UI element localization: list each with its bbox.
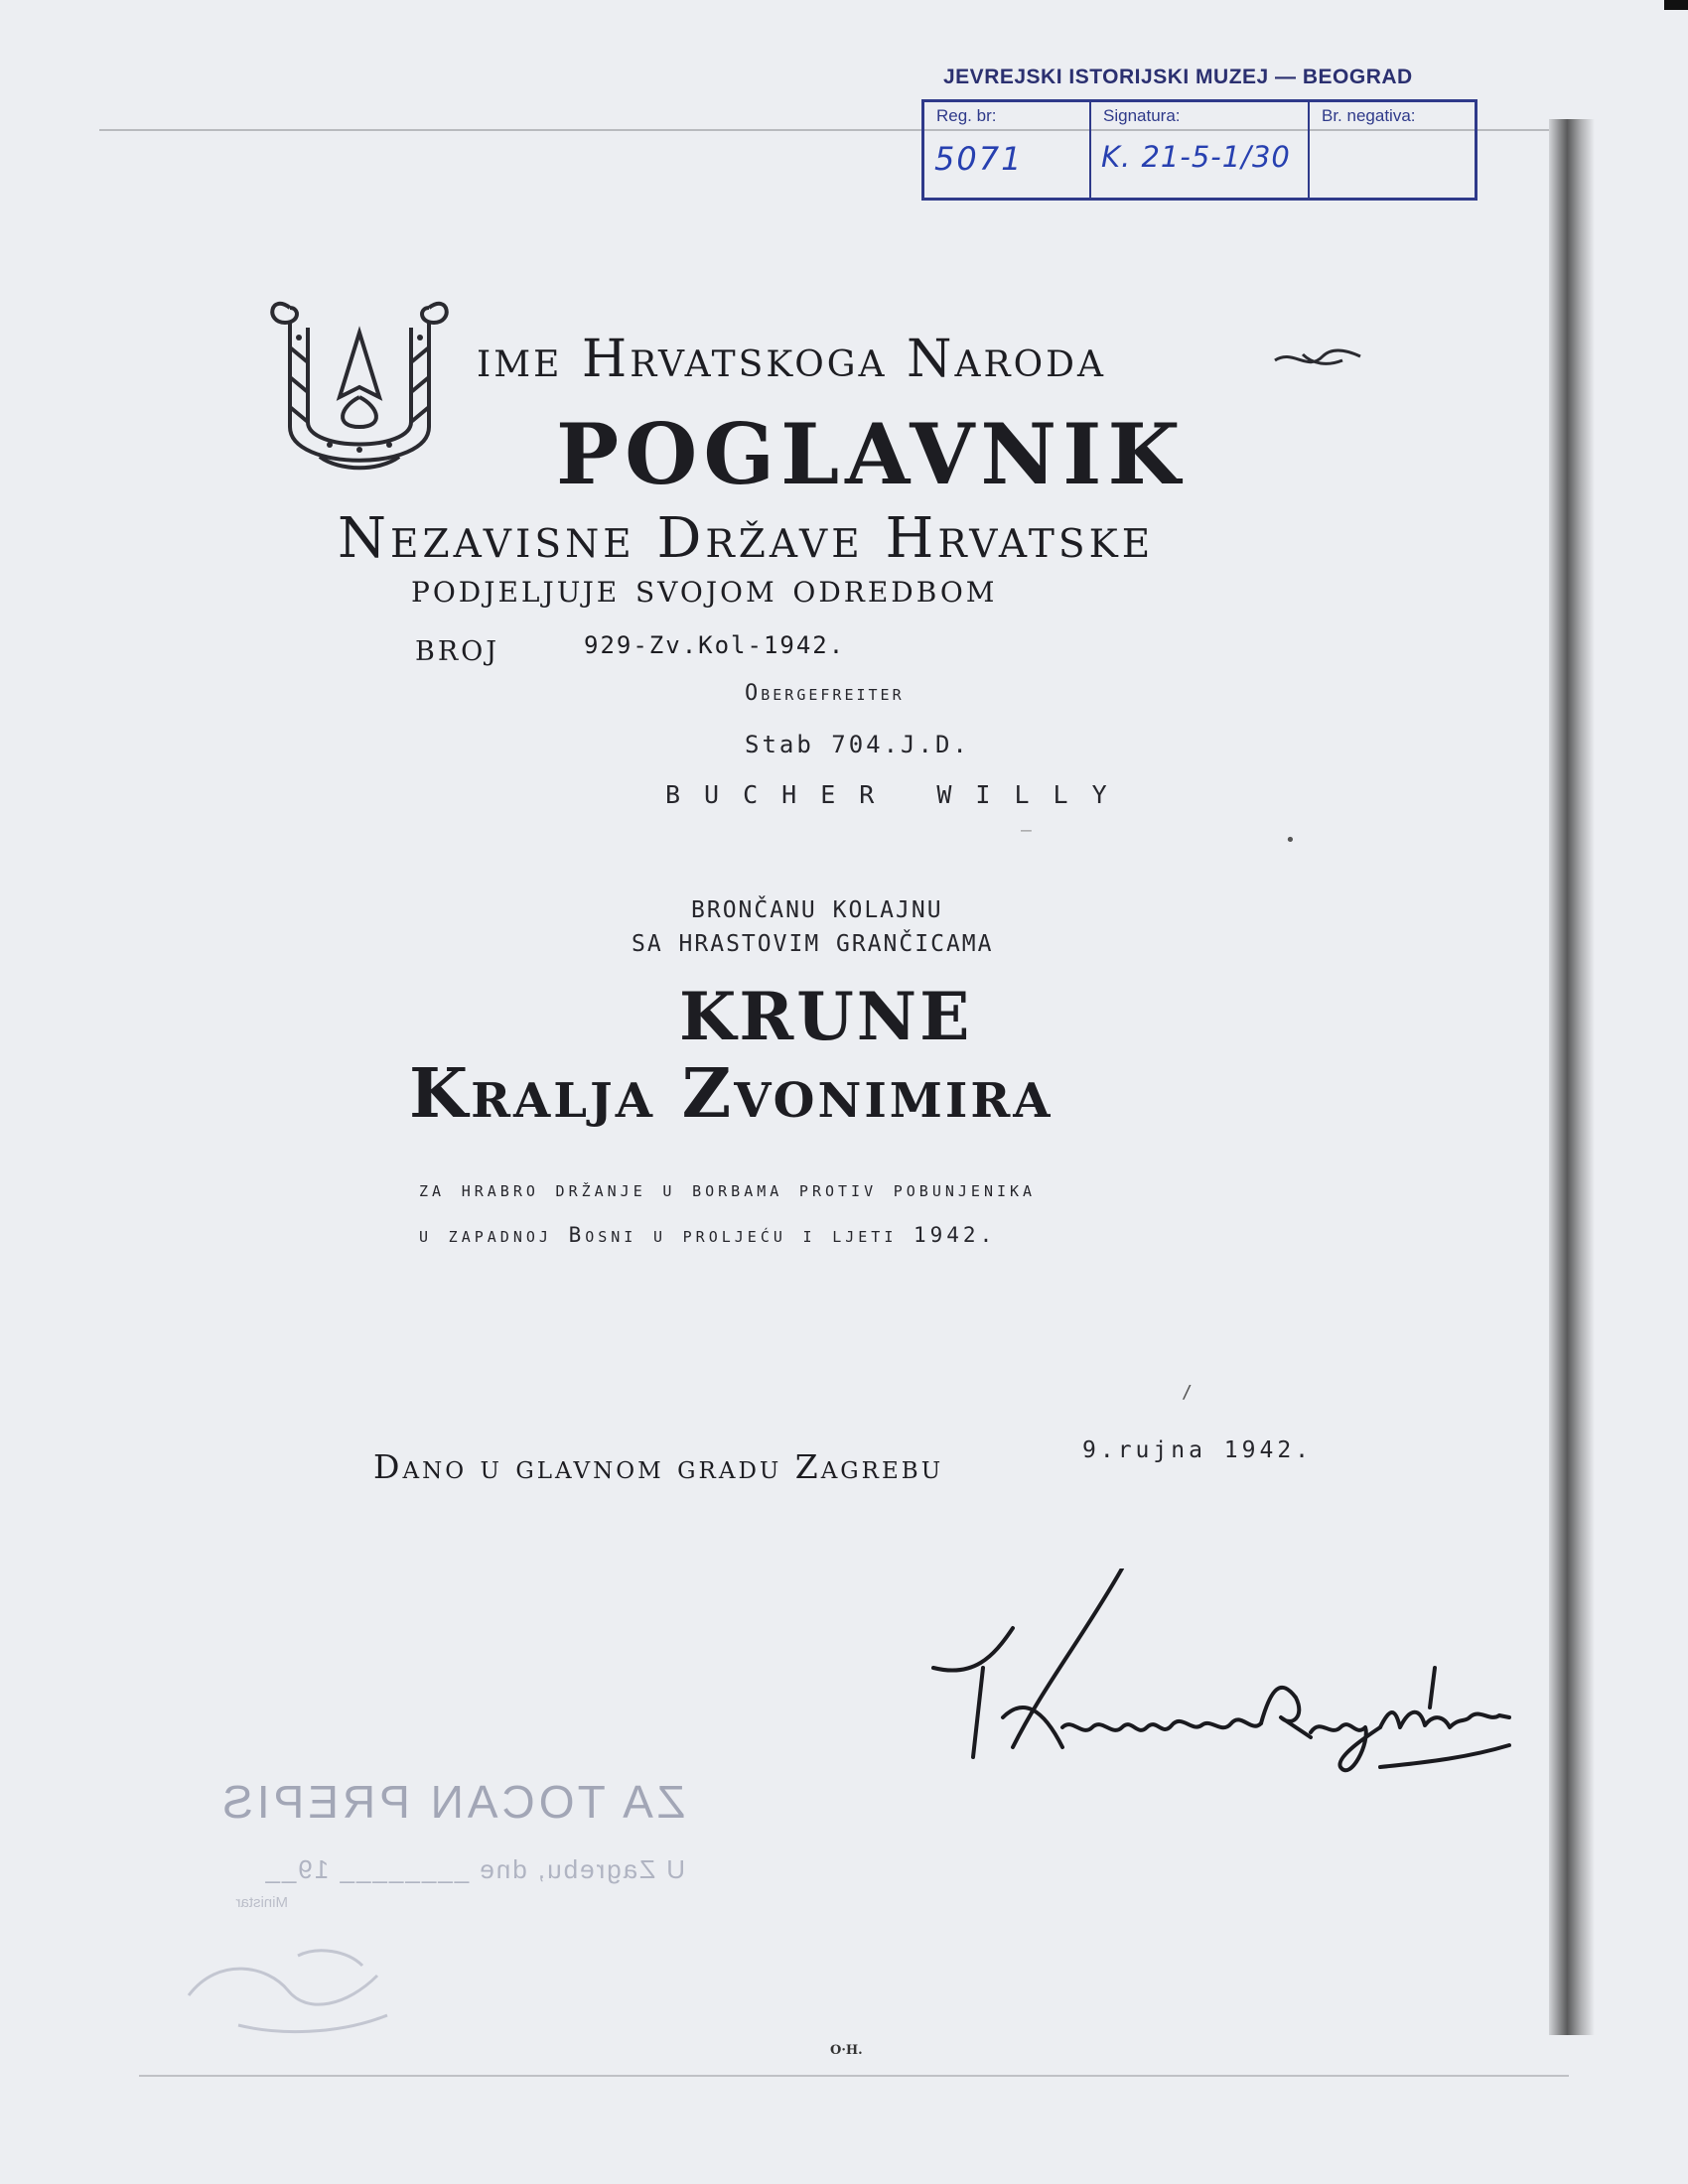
stamp-reg-label: Reg. br:	[936, 106, 997, 125]
stamp-signatura-cell	[1091, 102, 1310, 198]
ghost-stamp-line-1: ZA TOCAN PREPIS	[218, 1776, 685, 1828]
ink-dash: –	[1021, 820, 1032, 841]
award-line-1: BRONČANU KOLAJNU	[691, 897, 943, 923]
reason-line-1: za hrabro držanje u borbama protiv pobunjenika	[419, 1177, 1037, 1201]
header-ndh-line: Nezavisne Države Hrvatske	[338, 506, 1155, 571]
scan-shadow-right	[1549, 119, 1595, 2035]
issued-place: Dano u glavnom gradu Zagrebu	[373, 1447, 944, 1486]
header-broj-value: 929-Zv.Kol-1942.	[584, 631, 846, 659]
initial-u-ornament-icon	[260, 288, 459, 486]
recipient-rank: Obergefreiter	[745, 681, 905, 706]
stamp-signatura-label: Signatura:	[1103, 106, 1181, 125]
stamp-reg-cell	[924, 102, 1091, 198]
stamp-reg-value: 5071	[934, 140, 1024, 178]
footer-mark: O·H.	[830, 2043, 863, 2058]
header-broj-label: broj	[415, 625, 500, 669]
archive-stamp-title: JEVREJSKI ISTORIJSKI MUZEJ — BEOGRAD	[943, 66, 1413, 88]
header-podjeljuje-line: podjeljuje svojom odredbom	[411, 566, 998, 612]
issued-date: 9.rujna 1942.	[1082, 1437, 1314, 1463]
award-line-2: SA HRASTOVIM GRANČICAMA	[632, 931, 994, 957]
award-title-krune: KRUNE	[679, 978, 973, 1055]
stamp-negativ-cell	[1310, 102, 1475, 198]
ink-speck: •	[1285, 830, 1296, 851]
award-title-kralja: Kralja Zvonimira	[409, 1054, 1054, 1134]
recipient-unit: Stab 704.J.D.	[745, 731, 970, 758]
header-ime-line: ime Hrvatskoga Naroda	[477, 330, 1107, 389]
header-poglavnik: POGLAVNIK	[556, 405, 1187, 503]
recipient-name: BUCHER WILLY	[665, 780, 1131, 809]
scan-edge-bottom	[139, 2075, 1569, 2077]
archive-stamp	[921, 99, 1477, 201]
pencil-mark: /	[1182, 1382, 1193, 1403]
flourish-icon	[1273, 342, 1362, 372]
reason-line-2: u zapadnoj Bosni u proljeću i ljeti 1942.	[419, 1223, 997, 1247]
signature-image	[914, 1569, 1529, 1797]
stamp-negativ-label: Br. negativa:	[1322, 106, 1416, 125]
ghost-stamp-line-2: U Zagrebu, dne ________ 19__	[263, 1854, 685, 1884]
ghost-stamp-line-3: Ministar	[235, 1894, 288, 1911]
faded-seal-icon	[179, 1936, 407, 2045]
stamp-signatura-value: K. 21-5-1/30	[1101, 140, 1291, 174]
scan-corner-mark	[1664, 0, 1688, 10]
